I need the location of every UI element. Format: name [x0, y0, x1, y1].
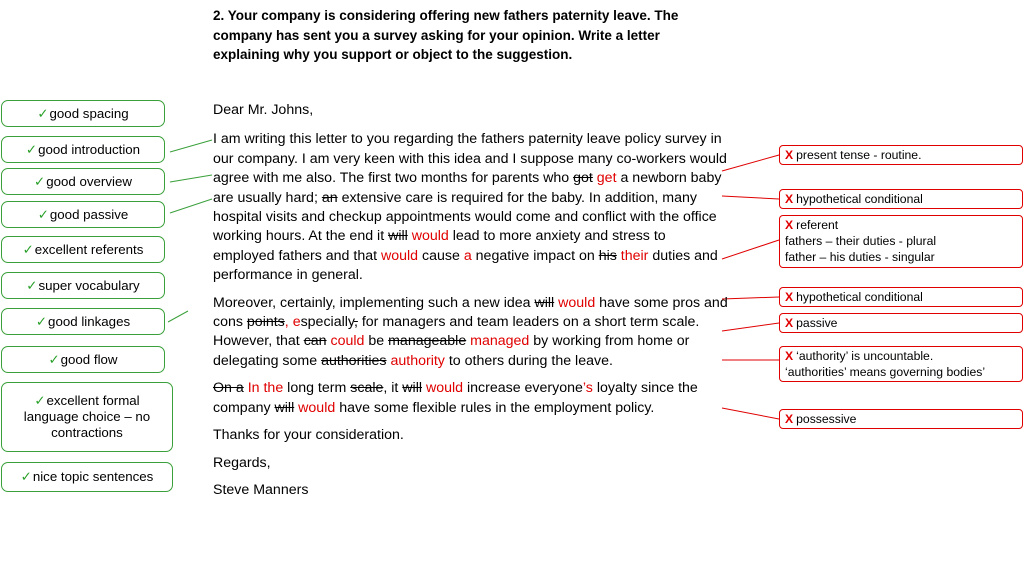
callout-line-conditional-1: [722, 196, 779, 199]
prompt-line-1: 2. Your company is considering offering new fathers paternity leave. The: [213, 8, 679, 23]
text: duties and performance in general.: [213, 247, 718, 284]
callout-line-introduction: [170, 140, 212, 152]
callout-line-conditional-2: [722, 297, 779, 299]
text: I am writing this letter to you regarding the fathers paternity leave policy survey in our company. I am very keen with this idea and I suppose many co-workers would agree with me also. The first two months for parents who: [213, 131, 727, 187]
check-icon: ✓: [34, 173, 46, 189]
corrected-word: would: [411, 228, 449, 245]
corrected-word: would: [298, 399, 336, 416]
corrected-word: authority: [390, 352, 445, 369]
x-icon: X: [785, 148, 794, 162]
essay-prompt: [213, 6, 733, 65]
x-icon: X: [785, 192, 794, 206]
correction-title: referent: [796, 218, 839, 232]
feedback-formal-language: [1, 382, 173, 452]
correction-text: possessive: [796, 412, 857, 426]
correction-text: hypothetical conditional: [796, 290, 923, 304]
correction-authority: [779, 346, 1023, 382]
feedback-good-flow: [1, 346, 165, 373]
struck-word: On a: [213, 380, 244, 397]
corrected-word: a: [463, 247, 472, 264]
prompt-line-3: explaining why you support or object to the suggestion.: [213, 47, 573, 62]
feedback-label: good passive: [49, 206, 129, 222]
correction-title-row: [785, 348, 1017, 364]
check-icon: ✓: [26, 277, 38, 293]
text: be: [364, 333, 389, 350]
correction-hypothetical-1: [779, 189, 1023, 209]
feedback-topic-sentences: [1, 462, 173, 492]
corrected-letter: e: [292, 314, 301, 331]
correction-line: ‘authorities’ means governing bodies’: [785, 365, 986, 379]
signature: Steve Manners: [213, 481, 309, 498]
corrected-word: managed: [470, 333, 530, 350]
correction-text: hypothetical conditional: [796, 192, 923, 206]
callout-line-present-tense: [722, 155, 779, 171]
struck-word: scale: [350, 380, 384, 397]
check-icon: ✓: [37, 206, 49, 222]
feedback-label: excellent referents: [34, 241, 144, 257]
corrected-punctuation: ,: [284, 314, 289, 331]
closing-regards: Regards,: [213, 454, 271, 471]
feedback-good-linkages: [1, 308, 165, 335]
correction-text: ‘authority’ is uncountable.: [796, 349, 934, 363]
x-icon: X: [785, 218, 794, 232]
text: have some flexible rules in the employment policy.: [335, 399, 655, 416]
correction-title-row: [785, 217, 1017, 233]
x-icon: X: [785, 349, 794, 363]
callout-line-overview: [170, 175, 212, 182]
text: to others during the leave.: [444, 352, 613, 369]
callout-line-linkages: [168, 311, 188, 322]
text: by working from home or delegating some: [213, 333, 690, 369]
feedback-label: nice topic sentences: [32, 469, 154, 484]
text: extensive care is required for the baby. In addition, many hospital visits and checkup appointments would come and conflict with the office working hours. At the end it: [213, 189, 717, 245]
text: a newborn baby are usually hard;: [213, 170, 722, 206]
check-icon: ✓: [48, 351, 60, 367]
feedback-label: good introduction: [38, 141, 141, 157]
struck-word: manageable: [388, 333, 467, 350]
correction-line: fathers – their duties - plural: [785, 234, 937, 248]
struck-word: will: [534, 294, 555, 311]
feedback-super-vocabulary: [1, 272, 165, 299]
feedback-good-introduction: [1, 136, 165, 163]
correction-text: present tense - routine.: [796, 148, 922, 162]
feedback-label: good overview: [46, 173, 132, 189]
closing-thanks: Thanks for your consideration.: [213, 427, 404, 444]
text: lead to more anxiety and stress to employed fathers and that: [213, 228, 666, 264]
text: long term: [283, 380, 351, 397]
corrected-word: would: [381, 247, 419, 264]
feedback-label: excellent formal language choice – no contractions: [23, 393, 151, 440]
struck-word: his: [598, 247, 617, 264]
text: Moreover, certainly, implementing such a new idea: [213, 294, 535, 311]
paragraph-3: [213, 379, 728, 418]
feedback-label-wrap: [8, 393, 166, 441]
check-icon: ✓: [35, 313, 48, 329]
corrected-word: get: [596, 170, 617, 187]
feedback-good-spacing: [1, 100, 165, 127]
correction-present-tense: [779, 145, 1023, 165]
text: increase everyone: [463, 380, 583, 397]
callout-line-referent: [722, 240, 779, 259]
callout-line-possessive: [722, 408, 779, 419]
struck-punctuation: ,: [353, 314, 358, 331]
corrected-word: ’s: [582, 380, 593, 397]
corrected-word: In the: [247, 380, 284, 397]
struck-word: will: [388, 228, 408, 245]
corrected-word: would: [425, 380, 464, 397]
letter-body: [213, 101, 728, 500]
check-icon: ✓: [25, 141, 38, 157]
check-icon: ✓: [20, 469, 32, 484]
feedback-good-overview: [1, 168, 165, 195]
text: cause: [418, 247, 464, 264]
callout-line-passive: [722, 323, 779, 331]
correction-hypothetical-2: [779, 287, 1023, 307]
corrected-word: could: [330, 333, 365, 350]
check-icon: ✓: [34, 393, 46, 408]
corrected-word: their: [620, 247, 649, 264]
text: specially: [300, 314, 354, 331]
text: have some pros and cons: [213, 294, 728, 331]
check-icon: ✓: [37, 105, 49, 121]
correction-line: father – his duties - singular: [785, 250, 935, 264]
text: , it: [383, 380, 403, 397]
x-icon: X: [785, 290, 794, 304]
text: loyalty since the company: [213, 380, 698, 416]
check-icon: ✓: [22, 241, 34, 257]
corrected-word: would: [558, 294, 596, 311]
correction-possessive: [779, 409, 1023, 429]
feedback-good-passive: [1, 201, 165, 228]
correction-passive: [779, 313, 1023, 333]
struck-word: got: [573, 170, 593, 187]
feedback-label: super vocabulary: [38, 277, 140, 293]
x-icon: X: [785, 412, 794, 426]
feedback-label: good linkages: [48, 313, 131, 329]
feedback-label: good flow: [60, 351, 118, 367]
struck-word: will: [402, 380, 422, 397]
struck-word: an: [321, 189, 338, 206]
text: negative impact on: [471, 247, 599, 264]
struck-word: authorities: [321, 352, 387, 369]
correction-text: passive: [796, 316, 838, 330]
x-icon: X: [785, 316, 794, 330]
callout-line-passive: [170, 199, 212, 213]
feedback-excellent-referents: [1, 236, 165, 263]
struck-word: can: [303, 333, 327, 350]
struck-word: points: [246, 314, 285, 331]
struck-word: will: [274, 399, 295, 416]
paragraph-1: [213, 130, 728, 285]
correction-referent: [779, 215, 1023, 268]
text: for managers and team leaders on a short term scale. However, that: [213, 314, 700, 350]
paragraph-2: [213, 294, 728, 372]
prompt-line-2: company has sent you a survey asking for your opinion. Write a letter: [213, 27, 660, 43]
feedback-label: good spacing: [49, 105, 129, 121]
salutation: Dear Mr. Johns,: [213, 102, 314, 118]
